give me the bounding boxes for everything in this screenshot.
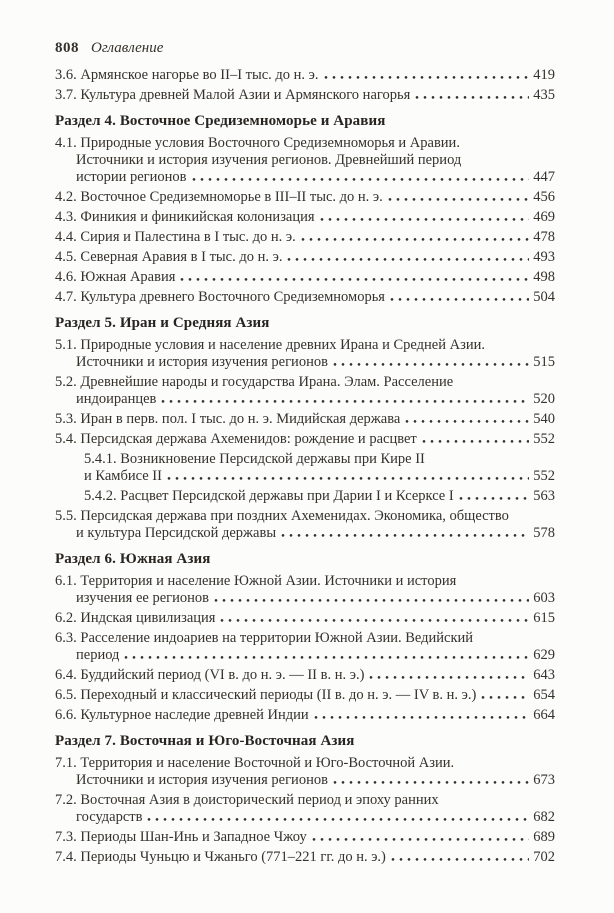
toc-entry-title: 6.3. Расселение индоариев на территории Южной Азии. Ведийский — [55, 630, 474, 646]
toc-entry — [55, 667, 555, 684]
toc-entry-title: 5.5. Персидская держава при поздних Ахеменидах. Экономика, общество — [55, 508, 509, 524]
toc-entry — [55, 508, 555, 542]
toc-entry-last-line — [76, 391, 555, 408]
section-heading: Раздел 5. Иран и Средняя Азия — [55, 315, 270, 331]
toc-entry — [55, 630, 555, 664]
dot-leader — [369, 674, 529, 679]
toc-entry — [55, 687, 555, 704]
dot-leader — [481, 694, 529, 699]
toc-entry-last-line — [55, 209, 555, 226]
toc-entry — [55, 135, 555, 186]
toc-entry — [55, 209, 555, 226]
toc-entry-title: 7.3. Периоды Шан-Инь и Западное Чжоу — [55, 829, 307, 845]
page-number: 808 — [55, 40, 79, 56]
toc-entry-title: 7.2. Восточная Азия в доисторический период и эпоху ранних — [55, 792, 439, 808]
toc-page-number: 629 — [533, 647, 555, 663]
toc-entry-last-line — [76, 590, 555, 607]
toc-entry-last-line — [55, 249, 555, 266]
dot-leader — [124, 654, 529, 659]
toc-entry — [55, 289, 555, 306]
toc-entry-title: и культура Персидской державы — [76, 525, 277, 541]
toc-page-number: 664 — [533, 707, 555, 723]
dot-leader — [167, 475, 529, 480]
toc-page-number: 435 — [533, 87, 555, 103]
toc-entry-title: 3.7. Культура древней Малой Азии и Армянского нагорья — [55, 87, 411, 103]
dot-leader — [333, 779, 529, 784]
toc-entry-last-line — [55, 610, 555, 627]
toc-entry-last-line — [76, 809, 555, 826]
dot-leader — [192, 176, 530, 181]
toc-entry-title: 6.1. Территория и население Южной Азии. Источники и история — [55, 573, 457, 589]
toc-entry-last-line — [55, 189, 555, 206]
toc-entry-title: индоиранцев — [76, 391, 157, 407]
dot-leader — [333, 361, 529, 366]
toc-page-number: 520 — [533, 391, 555, 407]
dot-leader — [320, 216, 530, 221]
toc-page-number: 456 — [533, 189, 555, 205]
dot-leader — [390, 296, 529, 301]
dot-leader — [301, 236, 530, 241]
toc-entry — [55, 229, 555, 246]
toc-entry — [55, 67, 555, 84]
toc-entry — [55, 87, 555, 104]
toc-entry-title: 4.3. Финикия и финикийская колонизация — [55, 209, 315, 225]
toc-entry-last-line — [55, 431, 555, 448]
table-of-contents — [55, 67, 555, 866]
toc-entry-title: 4.4. Сирия и Палестина в I тыс. до н. э. — [55, 229, 296, 245]
toc-page-number: 682 — [533, 809, 555, 825]
toc-entry-title: государств — [76, 809, 143, 825]
dot-leader — [314, 714, 530, 719]
toc-page-number: 498 — [533, 269, 555, 285]
toc-page-number: 504 — [533, 289, 555, 305]
toc-entry-last-line — [55, 707, 555, 724]
toc-page-number: 643 — [533, 667, 555, 683]
toc-entry-title: 6.6. Культурное наследие древней Индии — [55, 707, 309, 723]
toc-entry-title: 4.6. Южная Аравия — [55, 269, 176, 285]
dot-leader — [391, 856, 529, 861]
toc-entry-last-line — [76, 647, 555, 664]
dot-leader — [147, 816, 529, 821]
toc-entry-title: 4.5. Северная Аравия в I тыс. до н. э. — [55, 249, 283, 265]
toc-entry-title: период — [76, 647, 120, 663]
toc-entry — [55, 431, 555, 448]
dot-leader — [422, 438, 530, 443]
toc-entry-last-line — [55, 667, 555, 684]
running-header — [55, 38, 555, 58]
toc-entry-title: 6.2. Индская цивилизация — [55, 610, 216, 626]
toc-entry — [55, 573, 555, 607]
toc-page-number: 689 — [533, 829, 555, 845]
dot-leader — [405, 418, 529, 423]
toc-entry-last-line — [55, 289, 555, 306]
toc-page-number: 447 — [533, 169, 555, 185]
dot-leader — [324, 74, 530, 79]
toc-entry-title: 3.6. Армянское нагорье во II–I тыс. до н. э. — [55, 67, 319, 83]
toc-entry-title: 5.4. Персидская держава Ахеменидов: рождение и расцвет — [55, 431, 417, 447]
toc-entry-title: 7.4. Периоды Чуньцю и Чжаньго (771–221 гг. до н. э.) — [55, 849, 386, 865]
toc-entry — [55, 829, 555, 846]
toc-entry-title: 6.4. Буддийский период (VI в. до н. э. — II в. н. э.) — [55, 667, 365, 683]
toc-entry-last-line — [55, 229, 555, 246]
toc-entry-title: 5.1. Природные условия и население древних Ирана и Средней Азии. — [55, 337, 485, 353]
toc-entry-last-line — [76, 169, 555, 186]
toc-entry-last-line — [55, 829, 555, 846]
toc-entry — [84, 451, 555, 485]
dot-leader — [161, 398, 529, 403]
dot-leader — [180, 276, 529, 281]
toc-entry — [55, 411, 555, 428]
toc-entry-title: 5.4.2. Расцвет Персидской державы при Дарии I и Ксерксе I — [84, 488, 454, 504]
toc-entry — [84, 488, 555, 505]
toc-page-number: 478 — [533, 229, 555, 245]
toc-page-number: 654 — [533, 687, 555, 703]
toc-entry-title: Источники и история изучения регионов. Древнейший период — [76, 152, 462, 168]
toc-entry — [55, 755, 555, 789]
toc-entry-last-line — [55, 687, 555, 704]
toc-entry-title: 5.3. Иран в перв. пол. I тыс. до н. э. Мидийская держава — [55, 411, 401, 427]
toc-page-number: 552 — [533, 468, 555, 484]
toc-entry-title: 4.2. Восточное Средиземноморье в III–II тыс. до н. э. — [55, 189, 383, 205]
toc-entry-title: Источники и история изучения регионов — [76, 772, 328, 788]
toc-entry-last-line — [55, 269, 555, 286]
toc-entry-title: 7.1. Территория и население Восточной и Юго-Восточной Азии. — [55, 755, 455, 771]
toc-entry — [55, 374, 555, 408]
toc-entry — [55, 610, 555, 627]
toc-page-number: 578 — [533, 525, 555, 541]
dot-leader — [459, 495, 530, 500]
toc-page-number: 469 — [533, 209, 555, 225]
toc-entry-title: 6.5. Переходный и классический периоды (II в. до н. э. — IV в. н. э.) — [55, 687, 477, 703]
toc-entry-last-line — [76, 354, 555, 371]
toc-entry-title: и Камбисе II — [84, 468, 162, 484]
toc-entry-title: изучения ее регионов — [76, 590, 209, 606]
toc-entry-title: 5.4.1. Возникновение Персидской державы при Кире II — [84, 451, 425, 467]
toc-entry-title: Источники и история изучения регионов — [76, 354, 328, 370]
dot-leader — [281, 532, 529, 537]
toc-page-number: 419 — [533, 67, 555, 83]
toc-page-number: 552 — [533, 431, 555, 447]
dot-leader — [220, 617, 529, 622]
toc-page-number: 515 — [533, 354, 555, 370]
dot-leader — [214, 597, 529, 602]
section-heading: Раздел 7. Восточная и Юго-Восточная Азия — [55, 733, 355, 749]
toc-entry-last-line — [76, 525, 555, 542]
toc-entry-last-line — [55, 849, 555, 866]
dot-leader — [388, 196, 530, 201]
toc-page-number: 493 — [533, 249, 555, 265]
toc-entry — [55, 337, 555, 371]
header-title: Оглавление — [91, 40, 164, 56]
toc-entry — [55, 707, 555, 724]
toc-entry-title: 4.7. Культура древнего Восточного Средиземноморья — [55, 289, 385, 305]
toc-entry-title: истории регионов — [76, 169, 187, 185]
dot-leader — [287, 256, 529, 261]
toc-page-number: 673 — [533, 772, 555, 788]
section-heading: Раздел 4. Восточное Средиземноморье и Аравия — [55, 113, 386, 129]
toc-page-number: 615 — [533, 610, 555, 626]
dot-leader — [312, 836, 530, 841]
toc-entry — [55, 189, 555, 206]
toc-entry-title: 5.2. Древнейшие народы и государства Ирана. Элам. Расселение — [55, 374, 454, 390]
toc-entry — [55, 849, 555, 866]
toc-entry-last-line — [55, 411, 555, 428]
toc-entry-last-line — [55, 67, 555, 84]
toc-entry — [55, 792, 555, 826]
toc-page-number: 702 — [533, 849, 555, 865]
section-heading: Раздел 6. Южная Азия — [55, 551, 211, 567]
dot-leader — [415, 94, 529, 99]
toc-entry-title: 4.1. Природные условия Восточного Средиземноморья и Аравии. — [55, 135, 460, 151]
toc-entry — [55, 249, 555, 266]
toc-page-number: 540 — [533, 411, 555, 427]
toc-entry-last-line — [84, 468, 555, 485]
toc-page-number: 603 — [533, 590, 555, 606]
toc-entry-last-line — [55, 87, 555, 104]
toc-entry-last-line — [84, 488, 555, 505]
toc-page-number: 563 — [533, 488, 555, 504]
toc-entry-last-line — [76, 772, 555, 789]
toc-entry — [55, 269, 555, 286]
